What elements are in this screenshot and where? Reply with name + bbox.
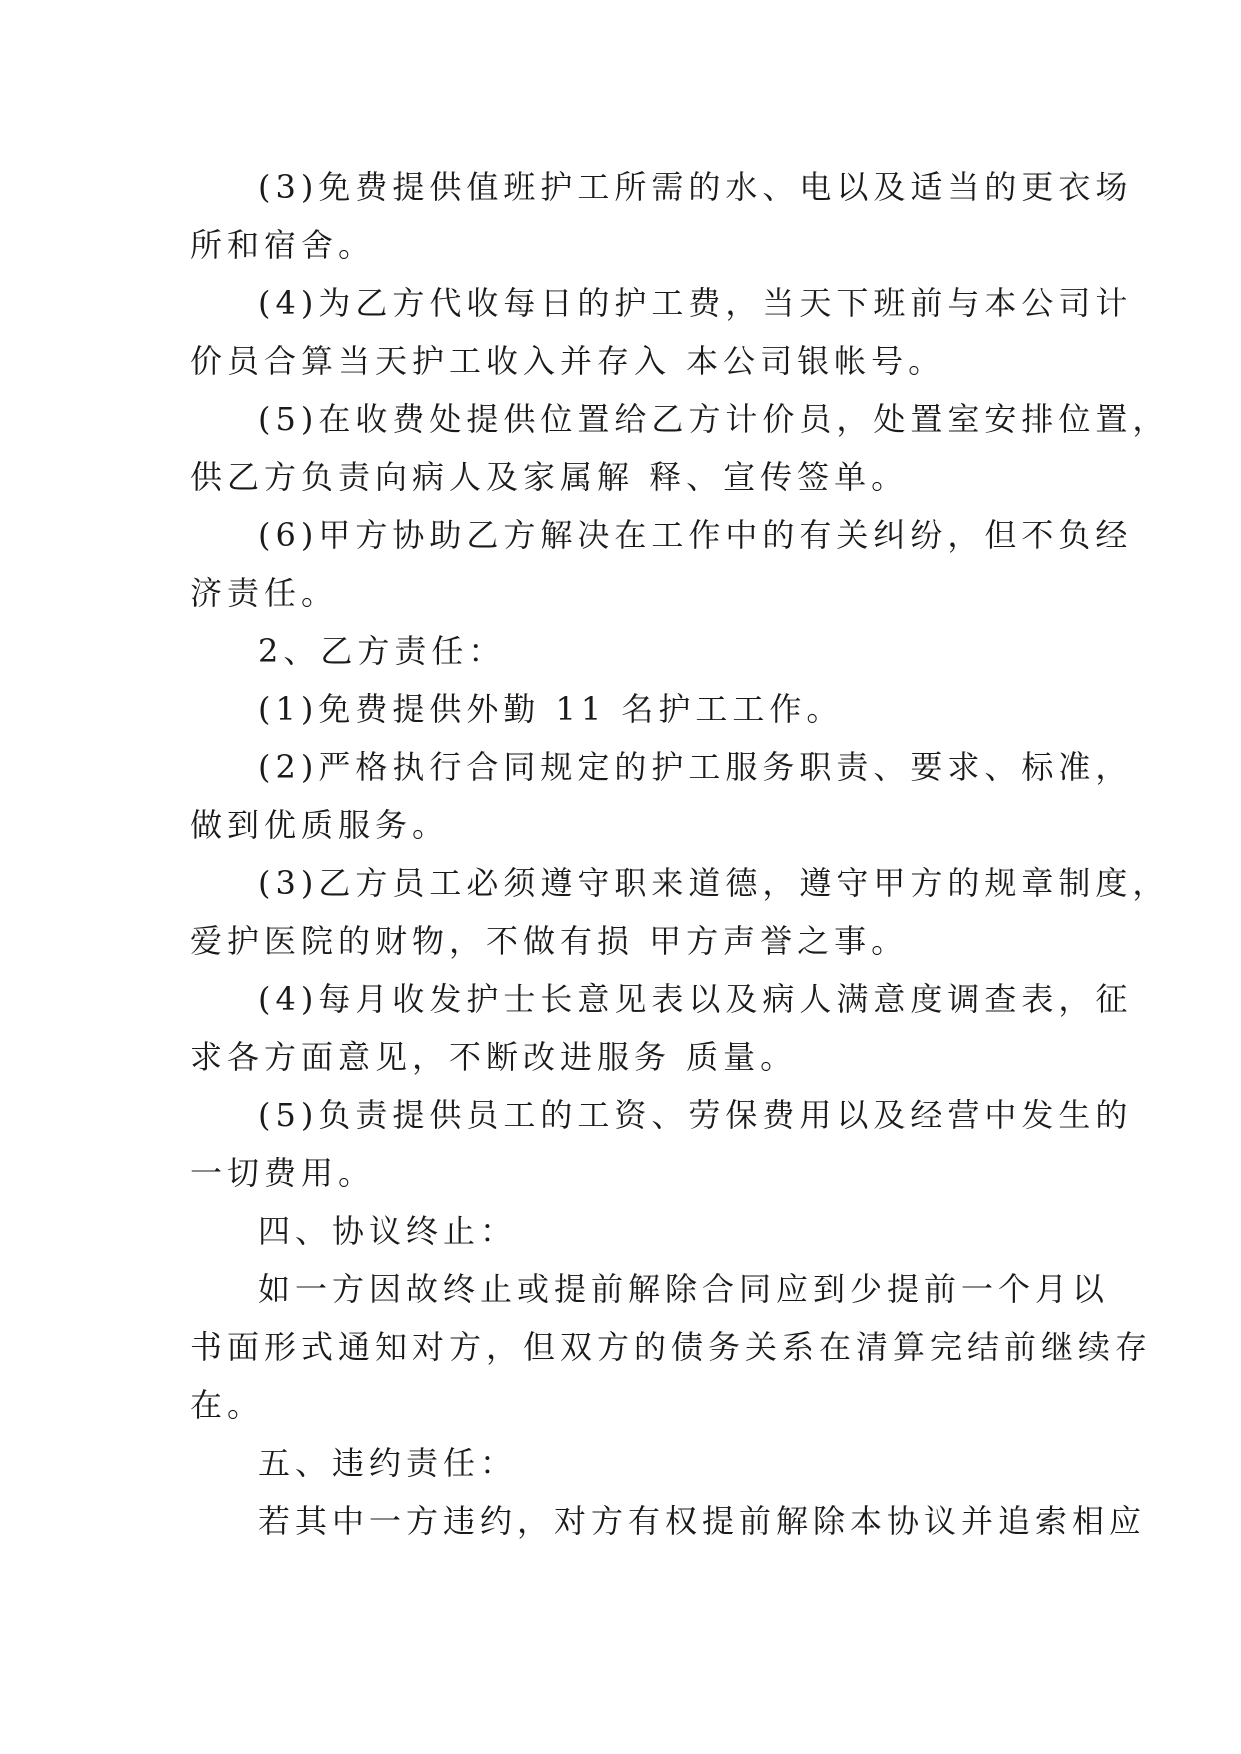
text-line: (2)严格执行合同规定的护工服务职责、要求、标准，	[258, 748, 1133, 786]
text-line: 一切费用。	[190, 1154, 376, 1192]
clause-a3	[190, 158, 1133, 274]
text-line: 书面形式通知对方，但双方的债务关系在清算完结前继续存	[190, 1328, 1153, 1366]
clause-b1	[190, 680, 1050, 738]
clause-b4	[190, 970, 1133, 1086]
clause-b3	[190, 854, 1170, 970]
clause-termination	[190, 1260, 1153, 1434]
clause-a5	[190, 390, 1170, 506]
text-line: (3)乙方员工必须遵守职来道德，遵守甲方的规章制度，	[258, 864, 1170, 902]
text-line: (5)负责提供员工的工资、劳保费用以及经营中发生的	[258, 1096, 1133, 1134]
section-heading-breach	[190, 1434, 1050, 1492]
text-line: 价员合算当天护工收入并存入 本公司银帐号。	[190, 342, 946, 380]
text-line: 爱护医院的财物，不做有损 甲方声誉之事。	[190, 922, 909, 960]
text-line: 济责任。	[190, 574, 339, 612]
clause-b2	[190, 738, 1133, 854]
clause-a4	[190, 274, 1133, 390]
text-line: (1)免费提供外勤 11 名护工工作。	[258, 690, 844, 728]
text-line: 2、乙方责任：	[258, 632, 506, 670]
text-line: 四、协议终止：	[258, 1212, 518, 1250]
text-line: (3)免费提供值班护工所需的水、电以及适当的更衣场	[258, 168, 1133, 206]
text-line: (4)每月收发护士长意见表以及病人满意度调查表，征	[258, 980, 1133, 1018]
text-line: (5)在收费处提供位置给乙方计价员，处置室安排位置，	[258, 400, 1170, 438]
section-heading-termination	[190, 1202, 1050, 1260]
text-line: 若其中一方违约，对方有权提前解除本协议并追索相应	[258, 1502, 1147, 1540]
text-line: 在。	[190, 1386, 265, 1424]
text-line: (6)甲方协助乙方解决在工作中的有关纠纷，但不负经	[258, 516, 1133, 554]
section-heading-party-b	[190, 622, 1050, 680]
text-line: 求各方面意见，不断改进服务 质量。	[190, 1038, 798, 1076]
text-line: (4)为乙方代收每日的护工费，当天下班前与本公司计	[258, 284, 1133, 322]
clause-b5	[190, 1086, 1133, 1202]
text-line: 如一方因故终止或提前解除合同应到少提前一个月以	[258, 1270, 1110, 1308]
clause-a6	[190, 506, 1133, 622]
text-line: 供乙方负责向病人及家属解 释、宣传签单。	[190, 458, 909, 496]
text-line: 五、违约责任：	[258, 1444, 518, 1482]
clause-breach	[190, 1492, 1147, 1550]
text-line: 所和宿舍。	[190, 226, 376, 264]
text-line: 做到优质服务。	[190, 806, 450, 844]
